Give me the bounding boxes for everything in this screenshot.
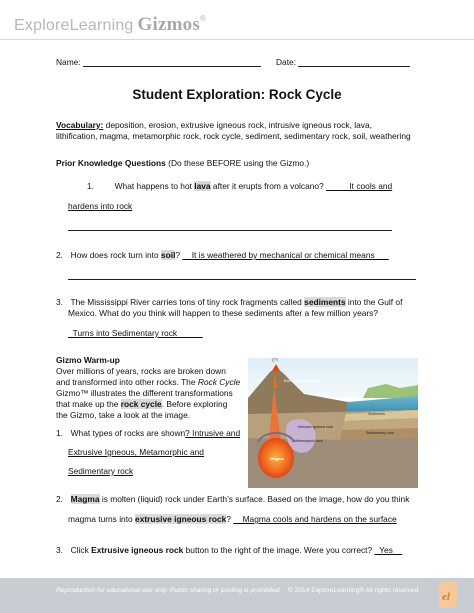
warmup-question-2 — [56, 494, 409, 504]
wq3-keyword: Extrusive igneous rock — [91, 545, 184, 555]
warmup-line-4 — [56, 399, 227, 409]
label-intrusive: Intrusive igneous rock — [298, 425, 333, 429]
wq1-number: 1. — [56, 428, 63, 438]
name-label: Name: — [56, 57, 81, 67]
q2-answer[interactable]: __It is weathered by mechanical or chemical means___ — [182, 250, 389, 260]
name-field[interactable] — [56, 57, 261, 67]
wq2-line-2-keyword: extrusive igneous rock — [135, 514, 227, 524]
q1-keyword: lava — [194, 181, 211, 191]
warmup-line-2-text: and transformed into other rocks. The — [56, 377, 198, 387]
brand-logo — [14, 14, 206, 36]
q2-keyword: soil — [160, 250, 176, 260]
label-sediments: Sediments — [368, 412, 385, 416]
wq3-post: button to the right of the image. Were you correct? — [183, 545, 375, 555]
q2-post: ? — [175, 250, 183, 260]
warmup-line-4c: . Before exploring — [161, 399, 228, 409]
date-input-line[interactable] — [298, 58, 410, 67]
prior-question-1 — [87, 181, 392, 191]
page-footer — [0, 578, 474, 613]
warmup-heading — [56, 355, 120, 365]
date-field[interactable] — [276, 57, 410, 67]
wq1-answer-3[interactable]: Sedimentary rock — [68, 466, 134, 476]
q2-number: 2. — [56, 250, 63, 260]
wq2-number: 2. — [56, 494, 63, 504]
label-sedimentary: Sedimentary rock — [366, 431, 394, 435]
page-title: Student Exploration: Rock Cycle — [132, 87, 342, 102]
page-header — [0, 0, 474, 40]
q3-answer[interactable]: _Turns into Sedimentary rock _____ — [68, 328, 203, 338]
q1-pre: What happens to hot — [114, 181, 195, 191]
vocabulary-label: Vocabulary: — [56, 120, 104, 130]
prior-question-2 — [56, 250, 389, 260]
q3-post: into the Gulf of — [345, 297, 403, 307]
brand-trademark: ® — [199, 14, 207, 23]
warmup-line-2-italic: Rock Cycle — [197, 377, 241, 387]
prior-knowledge-heading — [56, 158, 309, 168]
wq2-line-2-post: ? — [226, 514, 234, 524]
prior-question-3 — [56, 297, 402, 307]
wq3-answer[interactable]: _Yes__ — [374, 545, 403, 555]
q1-number: 1. — [87, 181, 94, 191]
warmup-line-1: Over millions of years, rocks are broken down — [56, 366, 226, 376]
q3-line-2: Mexico. What do you think will happen to these sediments after a few million years? — [68, 308, 379, 318]
prior-heading-text: Prior Knowledge Questions — [56, 158, 166, 168]
name-input-line[interactable] — [83, 58, 261, 67]
vocabulary-text-1: deposition, erosion, extrusive igneous rock, intrusive igneous rock, lava, — [103, 120, 372, 130]
q3-number: 3. — [56, 297, 63, 307]
q2-pre: How does rock turn into — [70, 250, 161, 260]
ocean — [346, 396, 418, 412]
vocabulary-line-2: lithification, magma, metamorphic rock, rock cycle, sediment, sedimentary rock, soil, weathering — [56, 131, 411, 141]
logo-text: el — [442, 591, 450, 603]
q1-answer-1[interactable]: _____It cools and — [326, 181, 393, 191]
explorelearning-logo-icon — [437, 581, 459, 609]
q1-post: after it erupts from a volcano? — [210, 181, 327, 191]
warmup-heading-text: Gizmo Warm-up — [56, 355, 120, 365]
wq2-keyword: Magma — [70, 494, 100, 504]
prior-heading-note: (Do these BEFORE using the Gizmo.) — [165, 158, 310, 168]
q3-keyword: sediments — [304, 297, 346, 307]
brand-name: Gizmos — [137, 14, 200, 35]
wq3-number: 3. — [56, 545, 63, 555]
wq1-text: What types of rocks are shown — [70, 428, 186, 438]
vocabulary-line-1 — [56, 120, 372, 130]
warmup-line-3: Gizmo™ illustrates the different transformations — [56, 388, 233, 398]
footer-disclaimer: Reproduction for educational use only. Public sharing or posting is prohibited. — [56, 587, 282, 594]
label-magma: Magma — [270, 456, 284, 461]
rock-cycle-diagram — [248, 358, 418, 488]
q3-pre: The Mississippi River carries tons of tiny rock fragments called — [70, 297, 305, 307]
wq2-line-2-pre: magma turns into — [68, 514, 136, 524]
warmup-question-1 — [56, 428, 240, 438]
label-metamorphic: Metamorphic rock — [294, 439, 323, 443]
warmup-line-4-keyword: rock cycle — [120, 399, 162, 409]
warmup-line-4a: that make up the — [56, 399, 121, 409]
wq1-answer-2[interactable]: Extrusive Igneous, Metamorphic and — [68, 447, 204, 457]
label-extrusive: Extrusive igneous rock — [284, 379, 321, 383]
q1-answer-2[interactable]: hardens into rock — [68, 201, 133, 211]
brand-prefix: ExploreLearning — [14, 17, 134, 34]
wq3-pre: Click — [70, 545, 92, 555]
warmup-line-5: the Gizmo, take a look at the image. — [56, 410, 191, 420]
wq2-text: is molten (liquid) rock under Earth’s surface. Based on the image, how do you think — [99, 494, 410, 504]
date-label: Date: — [276, 57, 297, 67]
q2-answer-line[interactable] — [68, 270, 416, 280]
wq1-answer-1[interactable]: ? Intrusive and — [185, 428, 241, 438]
warmup-line-2 — [56, 377, 240, 387]
warmup-question-3 — [56, 545, 402, 555]
warmup-question-2-line-2 — [68, 514, 397, 524]
footer-copyright: © 2014 ExploreLearning® All rights reserved — [288, 587, 419, 594]
q1-answer-line[interactable] — [68, 221, 392, 231]
wq2-answer[interactable]: __Magma cools and hardens on the surface — [233, 514, 397, 524]
rock-cycle-figure — [248, 358, 418, 488]
